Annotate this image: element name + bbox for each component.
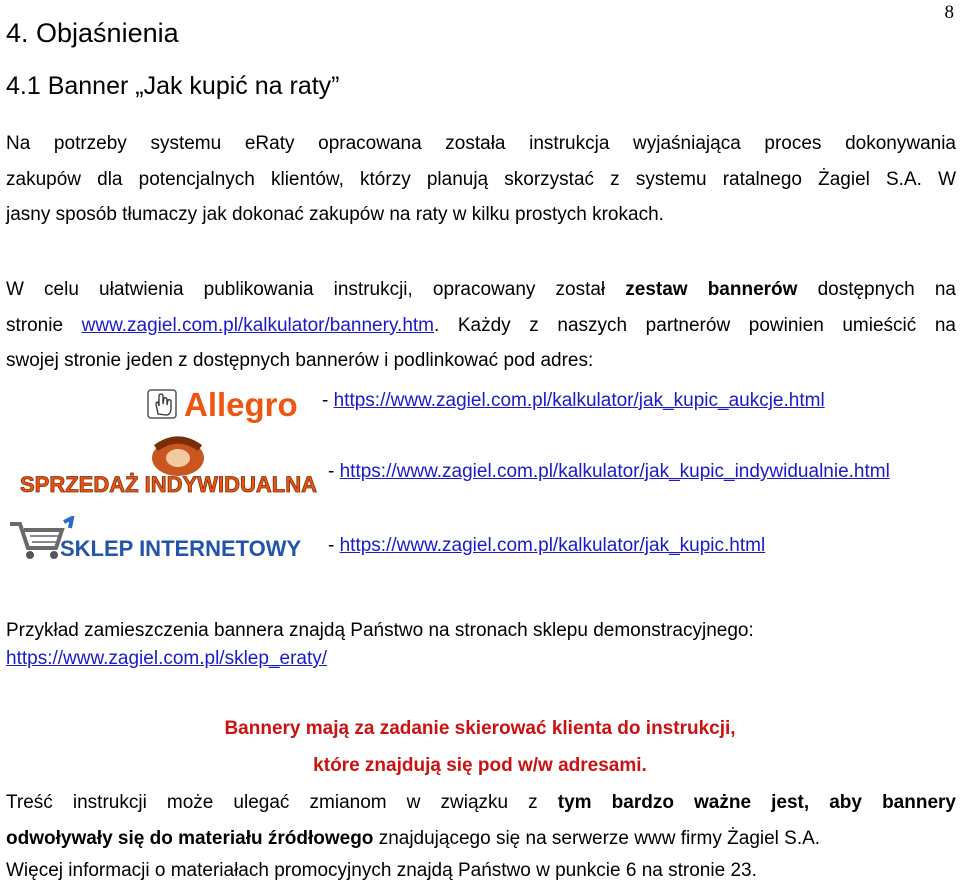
telephone-icon [18, 436, 320, 498]
sprzedaz-indywidualna-banner[interactable] [18, 436, 320, 498]
notice-line-1: Bannery mają za zadanie skierować klienta do instrukcji, [224, 718, 736, 739]
sklep-logo-text: SKLEP INTERNETOWY [60, 536, 302, 561]
change-notice-line-1 [6, 785, 956, 821]
intro-paragraph [6, 126, 956, 233]
banner-set-line-2 [6, 308, 956, 344]
sklep-url-row [328, 535, 765, 557]
page-number: 8 [944, 2, 954, 23]
bold-segment: tym bardzo ważne jest, aby bannery [557, 792, 956, 813]
sprzedaz-url-row [328, 461, 890, 483]
banner-set-paragraph [6, 272, 956, 379]
more-info-text: Więcej informacji o materiałach promocyjnych znajdą Państwo w punkcie 6 na stronie 23. [6, 860, 757, 881]
allegro-logo-text: Allegro [184, 386, 298, 423]
banner-set-line-1 [6, 272, 956, 308]
bannery-link[interactable]: www.zagiel.com.pl/kalkulator/bannery.htm [81, 314, 434, 336]
sklep-url-link[interactable]: https://www.zagiel.com.pl/kalkulator/jak_kupic.html [339, 535, 766, 556]
sprzedaz-logo-text: SPRZEDAŻ INDYWIDUALNA [20, 472, 317, 497]
allegro-url-link[interactable]: https://www.zagiel.com.pl/kalkulator/jak_kupic_aukcje.html [333, 390, 825, 411]
subsection-heading: 4.1 Banner „Jak kupić na raty” [6, 72, 340, 100]
section-heading: 4. Objaśnienia [6, 18, 179, 48]
sprzedaz-url-link[interactable]: https://www.zagiel.com.pl/kalkulator/jak_kupic_indywidualnie.html [339, 461, 890, 482]
intro-line-2: zakupów dla potencjalnych klientów, którzy planują skorzystać z systemu ratalnego Żagiel S.A. W [6, 168, 956, 190]
text-segment: stronie [6, 314, 64, 336]
text-segment: dostępnych na [817, 279, 956, 300]
banner-set-bold: zestaw bannerów [625, 279, 798, 300]
shopping-cart-icon [8, 516, 324, 562]
hand-cursor-icon [146, 384, 306, 426]
intro-line-1: Na potrzeby systemu eRaty opracowana została instrukcja wyjaśniająca proces dokonywania [6, 133, 956, 154]
text-segment: . Każdy z naszych partnerów powinien umieścić na [434, 314, 957, 336]
example-text: Przykład zamieszczenia bannera znajdą Państwo na stronach sklepu demonstracyjnego: [6, 620, 754, 641]
allegro-banner[interactable] [146, 384, 306, 426]
allegro-url-row [322, 390, 825, 412]
change-notice-line-2 [6, 821, 956, 857]
banner-set-line-3: swojej stronie jeden z dostępnych bannerów i podlinkować pod adres: [6, 350, 594, 371]
dash: - [328, 535, 335, 556]
dash: - [328, 461, 335, 482]
bold-segment: odwoływały się do materiału źródłowego [6, 827, 374, 849]
dash: - [322, 390, 329, 411]
change-notice-paragraph [6, 785, 956, 856]
sklep-internetowy-banner[interactable] [8, 516, 324, 562]
text-segment: W celu ułatwienia publikowania instrukcji, opracowany został [6, 279, 606, 300]
text-segment: Treść instrukcji może ulegać zmianom w związku z [6, 792, 538, 813]
intro-line-3: jasny sposób tłumaczy jak dokonać zakupów na raty w kilku prostych krokach. [6, 204, 664, 225]
text-segment: znajdującego się na serwerze www firmy Żagiel S.A. [378, 827, 821, 849]
demo-shop-link[interactable]: https://www.zagiel.com.pl/sklep_eraty/ [6, 648, 328, 669]
notice-line-2: które znajdują się pod w/w adresami. [313, 755, 647, 776]
